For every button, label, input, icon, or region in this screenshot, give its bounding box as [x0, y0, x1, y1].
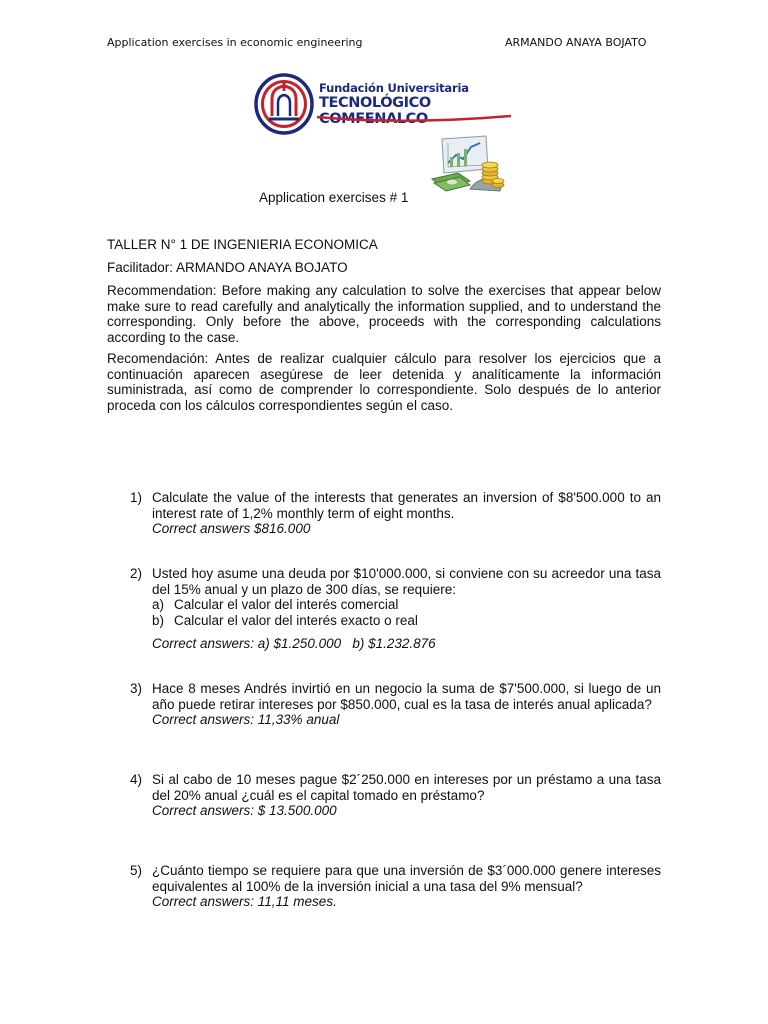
money-chart-icon — [430, 133, 506, 193]
facilitator: Facilitador: ARMANDO ANAYA BOJATO — [107, 260, 348, 275]
university-logo — [253, 70, 523, 140]
logo-swoosh-icon — [315, 113, 515, 127]
exercise-number: 2) — [130, 566, 143, 581]
logo-line-2: TECNOLÓGICO COMFENALCO — [319, 95, 431, 127]
exercise-number: 3) — [130, 681, 143, 696]
exercise-2 — [130, 566, 661, 652]
workshop-title: TALLER N° 1 DE INGENIERIA ECONOMICA — [107, 237, 378, 252]
header-right: ARMANDO ANAYA BOJATO — [505, 36, 647, 49]
exercise-answer: Correct answers: $ 13.500.000 — [152, 803, 337, 818]
recommendation-spanish: Recomendación: Antes de realizar cualquier cálculo para resolver los ejercicios que a continuación aparecen asegúrese de leer detenida y analíticamente la información suministrada, así como de comprender lo correspondiente. Solo después de lo anterior proceda con los cálculos correspondientes según el caso. — [107, 351, 661, 413]
exercise-3 — [130, 681, 661, 728]
page-title: Application exercises # 1 — [259, 190, 409, 205]
exercise-number: 4) — [130, 772, 143, 787]
sub-item-b — [152, 613, 661, 629]
exercise-text: ¿Cuánto tiempo se requiere para que una inversión de $3´000.000 genere intereses equivalentes al 100% de la inversión inicial a una tasa del 9% mensual? — [152, 863, 661, 894]
exercise-answer: Correct answers $816.000 — [152, 521, 311, 536]
sub-item-a — [152, 597, 661, 613]
logo-line-1: Fundación Universitaria — [319, 81, 469, 95]
exercise-1 — [130, 490, 661, 537]
exercise-answer: Correct answers: 11,33% anual — [152, 712, 340, 727]
sub-item-letter: a) — [152, 597, 165, 612]
header-left: Application exercises in economic engineering — [107, 36, 363, 49]
exercise-text: Hace 8 meses Andrés invirtió en un negocio la suma de $7'500.000, si luego de un año puede retirar intereses por $850.000, cual es la tasa de interés anual aplicada? — [152, 681, 661, 712]
exercise-number: 1) — [130, 490, 143, 505]
exercise-number: 5) — [130, 863, 143, 878]
sub-item-letter: b) — [152, 612, 165, 628]
sub-item-text: Calcular el valor del interés comercial — [174, 597, 399, 612]
exercise-5 — [130, 863, 661, 910]
exercise-text: Si al cabo de 10 meses pague $2´250.000 en intereses por un préstamo a una tasa del 20% anual ¿cuál es el capital tomado en préstamo? — [152, 772, 661, 803]
exercise-answer: Correct answers: a) $1.250.000 b) $1.232.876 — [152, 636, 436, 651]
recommendation-english: Recommendation: Before making any calculation to solve the exercises that appear below make sure to read carefully and analytically the information supplied, and to understand the corresponding. Only before the above, proceeds with the corresponding calculations according to the case. — [107, 283, 661, 345]
exercise-4 — [130, 772, 661, 819]
sub-item-text: Calcular el valor del interés exacto o real — [174, 612, 418, 628]
university-emblem-icon — [253, 72, 315, 138]
exercise-text: Calculate the value of the interests that generates an inversion of $8'500.000 to an interest rate of 1,2% monthly term of eight months. — [152, 490, 661, 521]
exercise-answer: Correct answers: 11,11 meses. — [152, 894, 337, 909]
exercise-text: Usted hoy asume una deuda por $10'000.000, si conviene con su acreedor una tasa del 15% anual y un plazo de 300 días, se requiere: — [152, 566, 661, 597]
